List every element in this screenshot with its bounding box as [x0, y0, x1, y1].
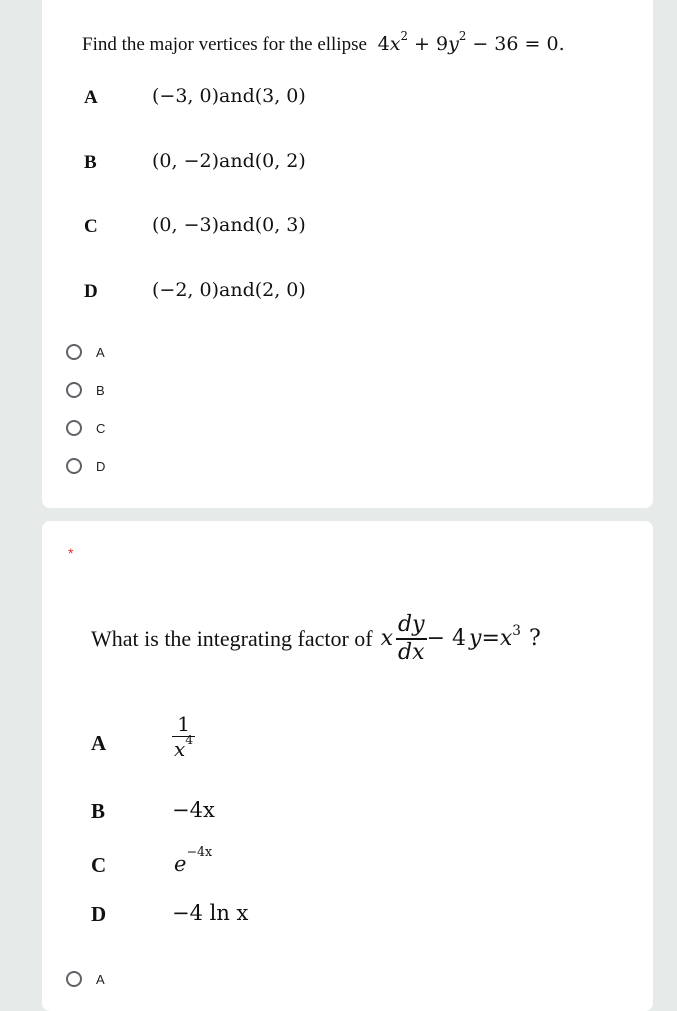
q1-option-text-c: (0, −3)and(0, 3) [152, 214, 306, 236]
question-1-equation: $4x^2 + 9y^2 - 36 = 0$. [377, 29, 565, 55]
q2-option-text-a: $\frac{1}{x^4}$ [174, 712, 194, 762]
q1-option-text-a: (−3, 0)and(3, 0) [152, 85, 306, 107]
radio-button-icon[interactable] [66, 382, 82, 398]
q1-option-text-b: (0, −2)and(0, 2) [152, 150, 306, 172]
q1-choice-b[interactable]: B [66, 379, 105, 401]
question-1-prompt: Find the major vertices for the ellipse [82, 34, 367, 55]
radio-button-icon[interactable] [66, 420, 82, 436]
question-2-prompt: What is the integrating factor of [91, 625, 373, 651]
radio-button-icon[interactable] [66, 458, 82, 474]
q1-option-letter-c: C [84, 216, 98, 237]
q1-option-text-d: (−2, 0)and(2, 0) [152, 279, 306, 301]
question-card-2 [42, 521, 653, 1011]
question-card-1 [42, 0, 653, 508]
q1-choice-d[interactable]: D [66, 455, 105, 477]
q1-option-letter-a: A [84, 87, 98, 108]
question-2-title [91, 612, 541, 666]
q2-option-text-c: $e^{-4x}$ [174, 844, 213, 876]
q1-option-letter-d: D [84, 281, 98, 302]
q2-option-letter-c: C [91, 853, 107, 877]
q1-option-letter-b: B [84, 152, 97, 173]
question-1-title [82, 29, 565, 56]
q1-choice-a[interactable]: A [66, 341, 105, 363]
q2-option-text-d: −4 ln x [172, 901, 249, 925]
q1-choice-c[interactable]: C [66, 417, 105, 439]
q2-choice-a[interactable]: A [66, 968, 105, 990]
radio-button-icon[interactable] [66, 971, 82, 987]
q2-option-text-b: −4x [172, 798, 215, 822]
q2-option-letter-d: D [91, 902, 107, 926]
q2-option-letter-b: B [91, 799, 106, 823]
radio-button-icon[interactable] [66, 344, 82, 360]
required-asterisk: * [68, 545, 74, 561]
question-2-equation: x $\frac{dy}{dx}$ − 4 y = x $^3$ ? [380, 612, 541, 665]
q2-option-letter-a: A [91, 731, 107, 755]
